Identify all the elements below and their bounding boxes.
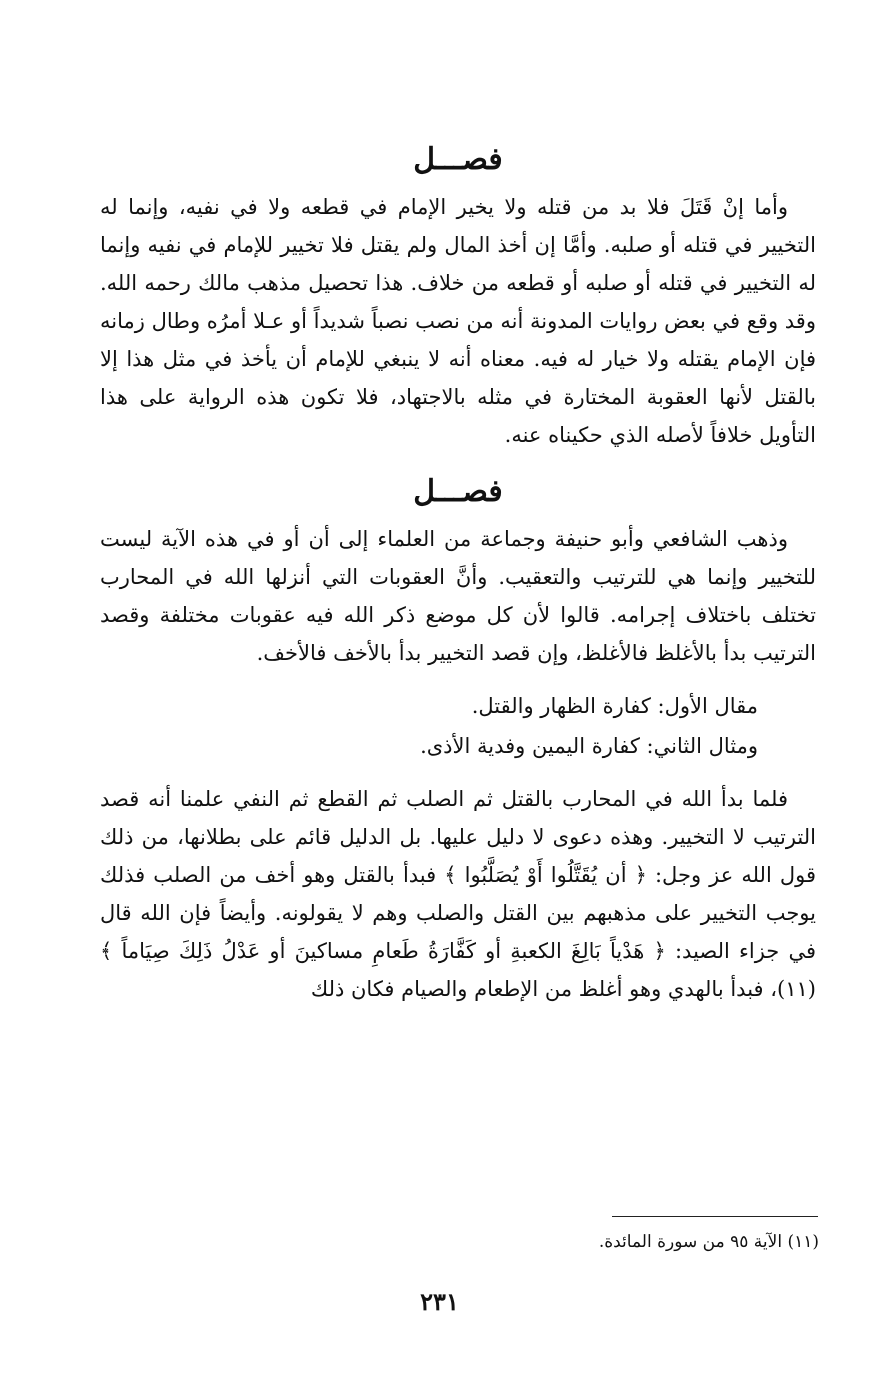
page-number: ٢٣١ <box>420 1287 459 1316</box>
section-spacer <box>100 454 816 472</box>
examples-spacer-bottom <box>100 766 816 780</box>
section-heading-2: فصـــل <box>413 474 503 509</box>
examples-block <box>100 686 816 766</box>
example-line-2: ومثال الثاني: كفارة اليمين وفدية الأذى. <box>420 734 758 758</box>
section2-paragraph: وذهب الشافعي وأبو حنيفة وجماعة من العلماء إلى أن أو في هذه الآية ليست للتخيير وإنما هي للترتيب والتعقيب. وأنَّ العقوبات التي أنزلها الله في المحارب تختلف باختلاف إجرامه. قالوا لأن كل موضع ذكر الله فيه عقوبات مختلفة وقصد الترتيب بدأ بالأغلظ فالأغلظ، وإن قصد التخيير بدأ بالأخف فالأخف. <box>100 527 816 665</box>
section2-paragraph-3: فلما بدأ الله في المحارب بالقتل ثم الصلب ثم القطع ثم النفي علمنا أنه قصد الترتيب لا التخيير. وهذه دعوى لا دليل عليها. بل الدليل قائم على بطلانها، من ذلك قول الله عز وجل: ﴿ أن يُقَتَّلُوا أَوْ يُصَلَّبُوا ﴾ فبدأ بالقتل وهو أخف من الصلب فذلك يوجب التخيير على مذهبهم بين القتل والصلب وهم لا يقولونه. وأيضاً فإن الله قال في جزاء الصيد: ﴿ هَدْياً بَالِغَ الكعبةِ أو كَفَّارَةُ طَعامِ مساكينَ أو عَدْلُ ذَلِكَ صِيَاماً ﴾(١١)، فبدأ بالهدي وهو أغلظ من الإطعام والصيام فكان ذلك <box>100 787 816 1001</box>
section1-paragraph: وأما إنْ قَتَلَ فلا بد من قتله ولا يخير الإمام في قطعه ولا في نفيه، وإنما له التخيير في قتله أو صلبه. وأمَّا إن أخذ المال ولم يقتل فلا تخيير للإمام في نفيه وإنما له التخيير في قتله أو صلبه أو قطعه من خلاف. هذا تحصيل مذهب مالك رحمه الله. وقد وقع في بعض روايات المدونة أنه من نصب نصباً شديداً أو عـلا أمرُه وطال زمانه فإن الإمام يقتله ولا خيار له فيه. معناه أنه لا ينبغي للإمام أن يأخذ في مثل هذا إلا بالقتل لأنها العقوبة المختارة في مثله بالاجتهاد، فلا تكون هذه الرواية على هذا التأويل خلافاً لأصله الذي حكيناه عنه. <box>100 195 816 447</box>
page-body <box>100 140 816 1008</box>
section-heading-1: فصـــل <box>413 142 503 177</box>
example-line-1: مقال الأول: كفارة الظهار والقتل. <box>471 694 758 718</box>
examples-spacer-top <box>100 672 816 686</box>
footnote: (١١) الآية ٩٥ من سورة المائدة. <box>598 1232 819 1252</box>
footnote-divider <box>612 1216 818 1217</box>
